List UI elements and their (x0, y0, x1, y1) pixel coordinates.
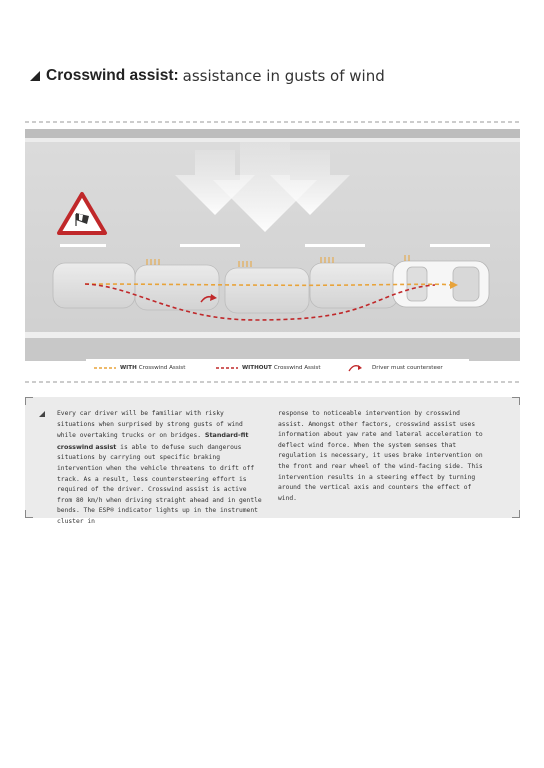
bottom-curb (25, 338, 520, 361)
legend-without-prefix: WITHOUT (242, 364, 272, 371)
body-text-3: response to noticeable intervention by crosswind assist. Amongst other factors, crosswind assist uses information about yaw rate and lateral acceleration to deflect wind force. When the system senses that regulation is necessary, it uses brake intervention on the front and rear wheel of the wind-facing side. This intervention results in a steering effect by turning around the vertical axis and counters the effect of wind. (278, 410, 483, 502)
legend-with-prefix: WITH (120, 364, 137, 371)
yellow-dashed-line-icon (94, 366, 116, 370)
description-box (25, 397, 520, 525)
text-column-right (278, 409, 484, 504)
vehicle-trail (53, 261, 489, 313)
legend-with-suffix: Crosswind Assist (138, 364, 186, 371)
triangle-bullet-icon (39, 411, 45, 417)
top-curb (25, 129, 520, 138)
heading-subtitle: assistance in gusts of wind (182, 67, 385, 85)
legend-countersteer-label: Driver must countersteer (372, 364, 443, 371)
body-text-1: Every car driver will be familiar with risky situations when surprised by strong gusts of wind while overtaking trucks or on bridges. (57, 410, 243, 440)
figure-legend (86, 359, 469, 376)
body-text-2: is able to defuse such dangerous situations by carrying out specific braking intervention when the vehicle threatens to drift off track. As a result, less countersteering effort is required of the driver. Crosswind assist is active from 80 km/h when driving straight ahead and in gentle bends. The ESP® indicator lights up in the instrument cluster in (57, 443, 262, 525)
page-heading (30, 64, 520, 88)
legend-without (216, 359, 321, 376)
red-dashed-line-icon (216, 366, 238, 370)
bottom-curb-highlight (25, 332, 520, 338)
heading-bold: Crosswind assist: (46, 67, 179, 84)
countersteer-arrow-icon (348, 364, 362, 372)
crosswind-illustration (25, 120, 520, 385)
triangle-bullet-icon (30, 71, 40, 81)
body-text-bold: Standard-fit crosswind assist (57, 431, 249, 451)
legend-with (94, 359, 185, 376)
legend-without-suffix: Crosswind Assist (273, 364, 321, 371)
text-column-left (57, 409, 263, 528)
legend-countersteer (348, 359, 443, 376)
